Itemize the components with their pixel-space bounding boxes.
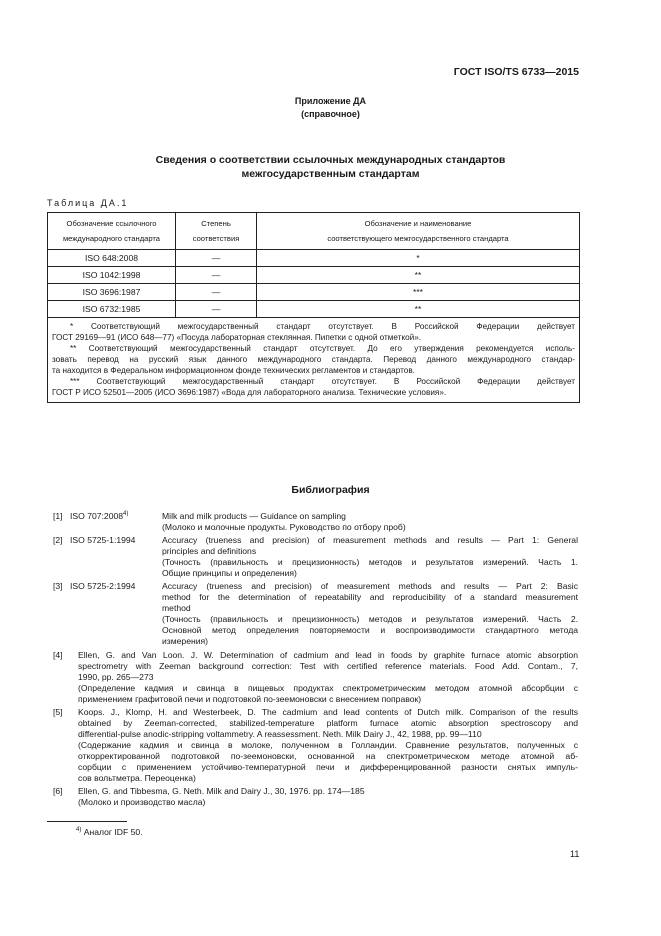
- cell-gost: *: [257, 250, 580, 267]
- bib-code: ISO 5725-1:1994: [70, 535, 136, 545]
- cell-intl: ISO 6732:1985: [48, 301, 176, 318]
- bibliography-title: Библиография: [291, 484, 370, 496]
- cell-gost: **: [257, 267, 580, 284]
- bib-number: [2]: [53, 535, 63, 545]
- cell-degree: —: [176, 284, 257, 301]
- column-header-intl: Обозначение ссылочного международного стандарта: [48, 213, 176, 250]
- bib-entry-3: Accuracy (trueness and precision) of measurement methods and results — Part 2: Basic method for the determination of repeatability and reproducibility of a standard measurement method (Точность (правильность и прецизионность) методов и результатов измерений. Часть 2. Основной метод определения повторяемости и воспроизводимости стандартного метода измерения): [162, 581, 578, 646]
- note-1: * Соответствующий межгосударственный стандарт отсутствует. В Российской Федерации действует: [70, 322, 575, 331]
- table-caption: Таблица ДА.1: [47, 198, 129, 208]
- column-header-degree: Степень соответствия: [176, 213, 257, 250]
- page-number: 11: [570, 849, 580, 859]
- bib-number: [4]: [53, 650, 63, 660]
- bib-entry-2: Accuracy (trueness and precision) of measurement methods and results — Part 1: General principles and definitions (Точность (правильность и прецизионность) методов и результатов измерений. Часть 1. Общие принципы и определения): [162, 535, 578, 578]
- cell-degree: —: [176, 250, 257, 267]
- cell-intl: ISO 648:2008: [48, 250, 176, 267]
- table-notes: * Соответствующий межгосударственный стандарт отсутствует. В Российской Федерации действует ГОСТ 29169—91 (ИСО 648—77) «Посуда лабораторная стеклянная. Пипетки с одной отметкой». ** Соответствующий межгосударственный стандарт отсутствует. До его утверждения рекомендуется исполь- зовать перевод на русский язык данного международного стандарта. Перевод данного международного стандар- та находится в Федеральном информационном фонде технических регламентов и стандартов. *** Соответствующий межгосударственный стандарт отсутствует. В Российской Федерации действует ГОСТ Р ИСО 52501—2005 (ИСО 3696:1987) «Вода для лабораторного анализа. Технические условия».: [48, 318, 580, 403]
- bib-number: [6]: [53, 786, 63, 796]
- table-row: [48, 284, 580, 301]
- bib-code: ISO 5725-2:1994: [70, 581, 136, 591]
- bib-entry-5: Koops. J., Klomp, H. and Westerbeek, D. The cadmium and lead contents of Dutch milk. Comparison of the results obtained by Zeeman-corrected, stabilized-temperature platform furnace atomic absorption spectroscopy and differential-pulse anodic-stripping voltammetry. A reassessment. Neth. Milk Dairy J., 42, 1988, pp. 99—110 (Содержание кадмия и свинца в молоке, полученном в Голландии. Сравнение результатов, полученных с откорректированной подготовкой по-зеемоновски, основанной на спектрометрическом методе атомной аб- сорбции с применением устойчиво-температурной печи и дифференцированной разности снятых импуль- сов вольтметра. Переоценка): [78, 707, 578, 783]
- bib-entry-6: Ellen, G. and Tibbesma, G. Neth. Milk and Dairy J., 30, 1976. pp. 174—185 (Молоко и производство масла): [78, 786, 365, 807]
- cell-gost: ***: [257, 284, 580, 301]
- note-3: *** Соответствующий межгосударственный стандарт отсутствует. В Российской Федерации действует: [70, 377, 575, 386]
- bib-entry-4: Ellen, G. and Van Loon. J. W. Determination of cadmium and lead in foods by graphite furnace atomic absorption spectrometry with Zeeman background correction: Test with certified reference materials. Food Add. Contam., 7, 1990, pp. 265—273 (Определение кадмия и свинца в пищевых продуктах спектрометрическим методом атомной абсорбции с применением графитовой печи и подготовкой по-зеемоновски с внесением поправок): [78, 650, 578, 704]
- bib-entry-1: Milk and milk products — Guidance on sampling (Молоко и молочные продукты. Руководство по отбору проб): [162, 511, 406, 532]
- section-title-line2: межгосударственным стандартам: [241, 168, 420, 180]
- footnote-ref: 4): [123, 511, 129, 518]
- table-row: [48, 267, 580, 284]
- appendix-type: (справочное): [301, 109, 360, 119]
- table-header-row: [48, 213, 580, 250]
- cell-gost: **: [257, 301, 580, 318]
- cell-degree: —: [176, 267, 257, 284]
- note-2: ** Соответствующий межгосударственный стандарт отсутствует. До его утверждения рекомендуется исполь-: [70, 344, 575, 353]
- cell-degree: —: [176, 301, 257, 318]
- bib-number: [1]: [53, 511, 63, 521]
- bib-number: [3]: [53, 581, 63, 591]
- table-row: [48, 301, 580, 318]
- appendix-title: Приложение ДА: [294, 96, 367, 106]
- bib-number: [5]: [53, 707, 63, 717]
- table-notes-row: [48, 318, 580, 403]
- footnote: $^{4)}$ Аналог IDF 50.: [76, 827, 143, 837]
- table-row: [48, 250, 580, 267]
- footnote-divider: [47, 821, 127, 822]
- cell-intl: ISO 1042:1998: [48, 267, 176, 284]
- correspondence-table: [47, 212, 580, 403]
- section-title: Сведения о соответствии ссылочных международных стандартов: [155, 154, 506, 166]
- column-header-gost: Обозначение и наименование соответствующего межгосударственного стандарта: [257, 213, 580, 250]
- document-id: ГОСТ ISO/TS 6733—2015: [453, 66, 579, 78]
- bib-code: ISO 707:2008$^{4)}$: [70, 511, 129, 521]
- cell-intl: ISO 3696:1987: [48, 284, 176, 301]
